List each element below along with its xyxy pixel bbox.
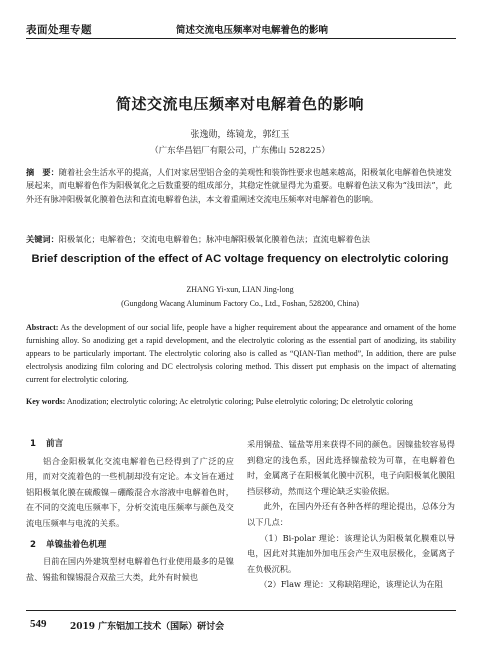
section-1-paragraph: 铝合金阳极氧化交流电解着色已经得到了广泛的应用，而对交流着色的一些机制却没有定论。本文旨在通过铝阳极氧化膜在硫酸镍－硼酸混合水溶液中电解着色时，在不同的交流电压频率下，分析交流电压频率与颜色及交流电压频率与电流的关系。 [26,455,234,528]
keywords-cn-label: 关键词： [26,234,59,244]
section-2-paragraph: 目前在国内外建筑型材电解着色行业使用最多的是镍盐、锡盐和镍锡混合双盐三大类，此外有时候也 [26,556,234,582]
abstract-cn-label: 摘 要： [26,167,59,177]
keywords-en [26,396,456,408]
abstract-en-label: Abstract: [26,323,59,332]
body-column-right [247,437,455,593]
page-footer [0,610,480,651]
section-1-heading [26,437,234,453]
section-2-number: 2 [30,539,36,550]
abstract-cn-text: 随着社会生活水平的提高，人们对家居型铝合金的美观性和装饰性要求也越来越高，阳极氧化电解着色快速发展起来，而电解着色作为阳极氧化之后数重要的组成部分，其稳定性就显得尤为重要。电解着色法又称为“浅田法”，此外还有脉冲阳极氧化膜着色法和直流电解着色法，本文着重阐述交流电压频率对电解着色的影响。 [26,167,452,204]
right-paragraph-4: （2）Flaw 理论：又称缺陷理论，该理论认为在阻 [247,579,443,590]
abstract-cn [26,166,456,206]
footer-conference: 2019 广东铝加工技术（国际）研讨会 [70,622,225,632]
body-column-left [26,437,234,585]
authors-en: ZHANG Yi-xun, LIAN Jing-long [186,285,294,294]
page-number: 549 [30,618,47,630]
keywords-en-label: Key words: [26,397,66,406]
footer-rule [26,610,456,611]
paper-title-en: Brief description of the effect of AC voltage frequency on electrolytic coloring [31,253,449,265]
section-2-heading [26,538,234,554]
keywords-cn-text: 阳极氧化；电解着色；交流电电解着色；脉冲电解阳极氧化膜着色法；直流电解着色法 [58,234,370,244]
section-1-number: 1 [30,439,36,449]
keywords-cn [26,233,456,245]
right-paragraph-2: 此外，在国内外还有各种各样的理论提出，总体分为以下几点： [247,501,455,527]
header-running-title: 简述交流电压频率对电解着色的影响 [176,25,329,36]
authors-cn: 张逸勋，练镜龙，郭红玉 [190,130,290,140]
page-header [0,0,480,40]
abstract-en-text: As the development of our social life, people have a higher requirement about the appearance and ornament of the home furnishing alloy. So anodizing get a rapid development, and the electrolytic coloring as the essential part of anodizing, its stability appears to be particularly important. The electrolytic coloring also is called as “QIAN-Tian method”, In addition, there are pulse electrolysis anodizing film coloring and DC electrolysis coloring method. This dissert put emphasis on the impact of alternating current for electrolytic coloring. [26,323,456,384]
section-2-title: 单镍盐着色机理 [46,539,107,550]
affiliation-en: (Gungdong Wacang Aluminum Factory Co., Ltd., Foshan, 528200, China) [121,299,359,308]
abstract-en [26,322,456,387]
header-section-label: 表面处理专题 [26,24,92,36]
header-rule [26,38,456,39]
affiliation-cn: （广东华昌铝厂有限公司，广东佛山 528225） [150,146,330,156]
paper-title-cn: 简述交流电压频率对电解着色的影响 [115,95,364,113]
right-paragraph-1: 采用铜盐、锰盐等用来获得不同的颜色。因镍盐较容易得到稳定的浅色系，因此选择镍盐较为可靠，在电解着色时，金属离子在阳极氧化膜中沉积，电子向阳极氧化膜阻挡层移动，然而这个理论缺乏实验依据。 [247,439,455,496]
keywords-en-text: Anodization; electrolytic coloring; Ac eletrolytic coloring; Pulse eletrolytic coloring; Dc eletrolytic coloring [65,397,413,406]
section-1-title: 前言 [46,439,64,449]
right-paragraph-3: （1）Bi-polar 理论：该理论认为阳极氧化膜难以导电，因此对其施加外加电压会产生双电层极化，金属离子在负极沉积。 [247,532,455,574]
